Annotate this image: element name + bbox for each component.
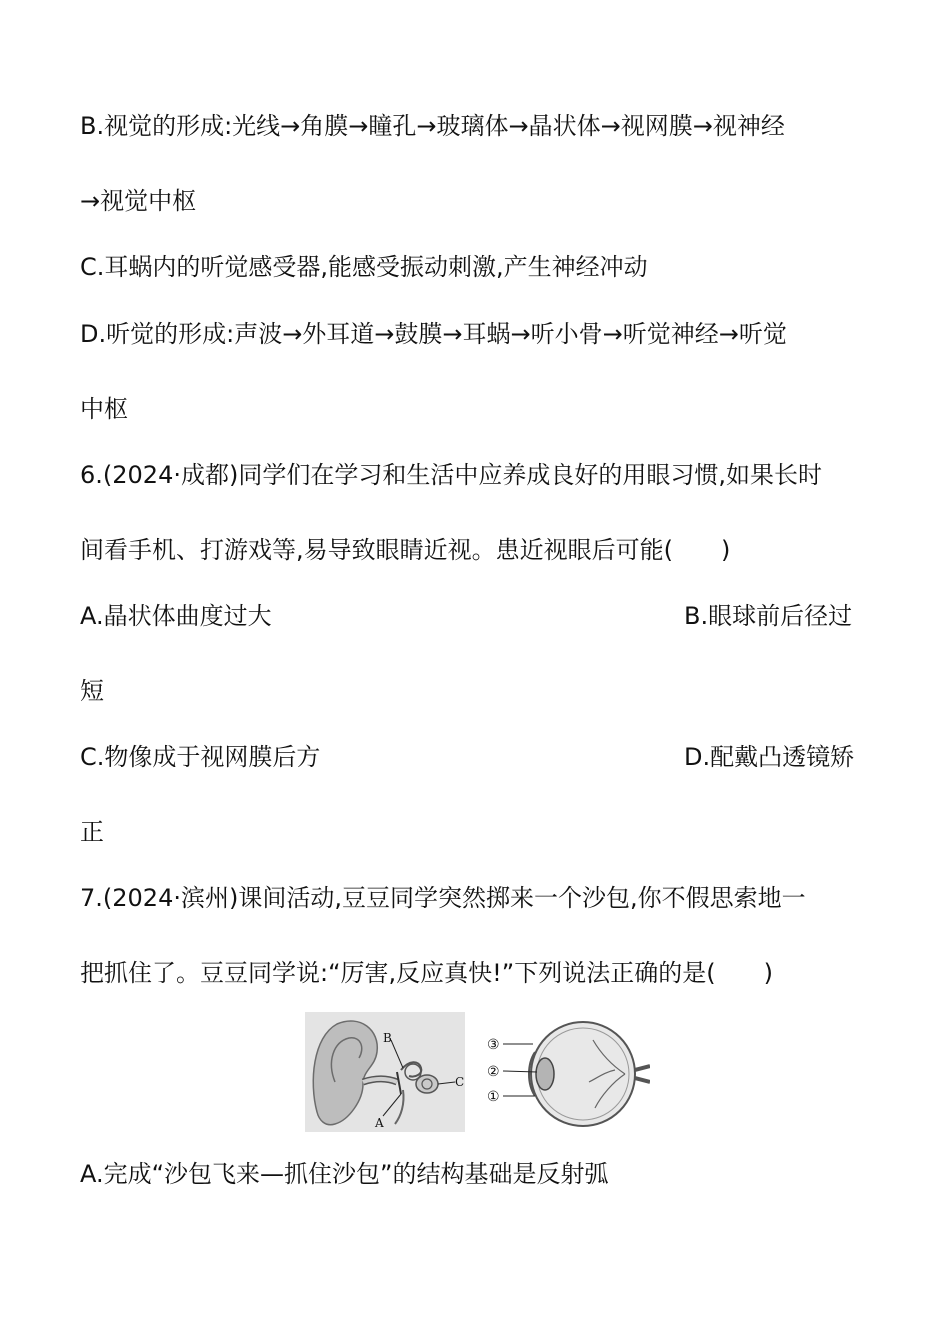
- ear-label-c: C: [455, 1075, 465, 1089]
- q6-option-c: C.物像成于视网膜后方: [80, 743, 321, 771]
- q5-option-d-line1: D.听觉的形成:声波→外耳道→鼓膜→耳蜗→听小骨→听觉神经→听觉: [80, 320, 787, 348]
- q6-stem-line1: 6.(2024·成都)同学们在学习和生活中应养成良好的用眼习惯,如果长时: [80, 461, 822, 489]
- q7-stem-line1: 7.(2024·滨州)课间活动,豆豆同学突然掷来一个沙包,你不假思索地一: [80, 884, 806, 912]
- q6-option-d-line2: 正: [80, 818, 104, 846]
- q6-option-b-line1: B.眼球前后径过: [684, 602, 853, 630]
- q6-option-b-line2: 短: [80, 677, 104, 705]
- q7-stem-line2: 把抓住了。豆豆同学说:“厉害,反应真快!”下列说法正确的是( ): [80, 959, 773, 987]
- q5-option-b-line2: →视觉中枢: [80, 187, 197, 215]
- q6-stem-line2: 间看手机、打游戏等,易导致眼睛近视。患近视眼后可能( ): [80, 536, 731, 564]
- q5-option-d-line2: 中枢: [80, 395, 128, 423]
- eye-diagram: [475, 1012, 650, 1132]
- ear-diagram: [305, 1012, 465, 1132]
- ear-and-eye-figure: [305, 1012, 650, 1132]
- eye-label-2: ②: [487, 1064, 500, 1080]
- eye-label-1: ①: [487, 1089, 500, 1105]
- ear-label-b: B: [383, 1031, 392, 1045]
- q6-option-a: A.晶状体曲度过大: [80, 602, 272, 630]
- q5-option-c: C.耳蜗内的听觉感受器,能感受振动刺激,产生神经冲动: [80, 253, 648, 281]
- eye-label-3: ③: [487, 1037, 500, 1053]
- q6-option-d-line1: D.配戴凸透镜矫: [684, 743, 855, 771]
- ear-label-a: A: [375, 1116, 384, 1130]
- q5-option-b-line1: B.视觉的形成:光线→角膜→瞳孔→玻璃体→晶状体→视网膜→视神经: [80, 112, 785, 140]
- q7-option-a: A.完成“沙包飞来—抓住沙包”的结构基础是反射弧: [80, 1160, 609, 1188]
